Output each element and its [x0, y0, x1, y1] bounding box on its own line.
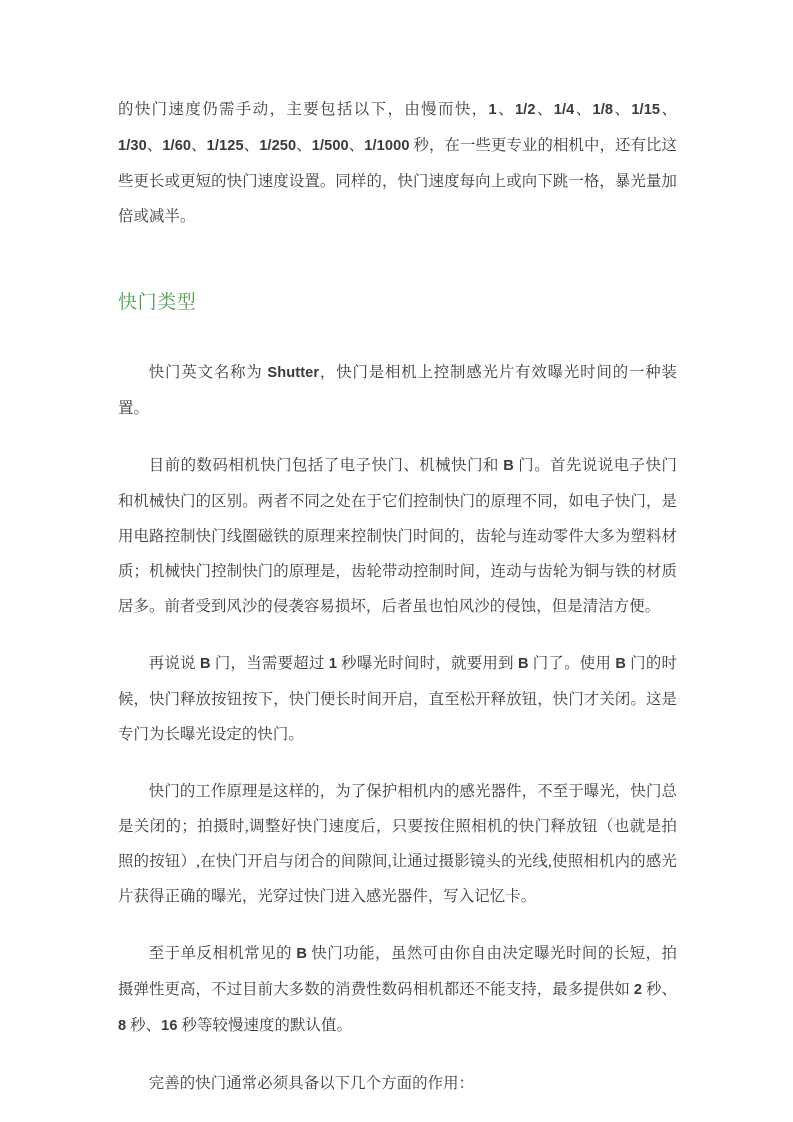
document-content-column [118, 92, 677, 1101]
paragraph-shutter-categories [118, 448, 677, 624]
latin-run: 1/30 [118, 138, 147, 154]
vertical-spacer [118, 317, 677, 355]
latin-run: Shutter [267, 365, 320, 381]
cjk-run: 秒、 [126, 1017, 162, 1034]
cjk-run: 秒等较慢速度的默认值。 [177, 1017, 352, 1034]
latin-run: B [503, 458, 514, 474]
cjk-run: 目前的数码相机快门包括了电子快门、机械快门和 [148, 457, 504, 474]
latin-run: 1/2 [514, 102, 536, 118]
cjk-run: 、 [191, 137, 207, 154]
cjk-run: 快门英文名称为 [148, 364, 268, 381]
cjk-run: 门的时候，快门释放按钮按下，快门便长时间开启，直至松开释放钮，快门才关闭。这是专门为长曝光设定的快门。 [118, 655, 678, 743]
cjk-run: 、 [613, 101, 632, 118]
paragraph-shutter-definition [118, 355, 677, 426]
paragraph-bulb-mode [118, 646, 677, 752]
paragraph-dslr-bulb-function [118, 936, 677, 1044]
cjk-run: 门。首先说说电子快门和机械快门的区别。两者不同之处在于它们控制快门的原理不同，如电子快门，是用电路控制快门线圈磁铁的原理来控制快门时间的，齿轮与连动零件大多为塑料材质；机械快门控制快门的原理是，齿轮带动控制时间，连动与齿轮为铜与铁的材质居多。前者受到风沙的侵袭容易损坏，后者虽也怕风沙的侵蚀，但是清洁方便。 [118, 457, 677, 615]
paragraph-functions-intro [118, 1066, 677, 1101]
cjk-run: 至于单反相机常见的 [148, 945, 297, 962]
cjk-run: 、 [535, 101, 554, 118]
cjk-run: ，快门是相机上控制感光片有效曝光时间的一种装置。 [118, 364, 677, 417]
cjk-run: 、 [243, 137, 260, 154]
latin-run: 1/125 [206, 138, 244, 154]
paragraph-shutter-speeds [118, 92, 677, 234]
latin-run: 1/8 [592, 102, 614, 118]
cjk-run: 秒，在一些更专业的相机中，还有比这些更长或更短的快门速度设置。同样的，快门速度每向上或向下跳一格，暴光量加倍或减半。 [118, 137, 677, 225]
cjk-run: 、 [496, 101, 515, 118]
cjk-run: 快门功能，虽然可由你自由决定曝光时间的长短，拍摄弹性更高，不过目前大多数的消费性数码相机都还不能支持，最多提供如 [118, 945, 677, 998]
latin-run: 1/60 [162, 138, 192, 154]
cjk-run: 再说说 [148, 655, 201, 672]
cjk-run: 、 [660, 101, 677, 118]
latin-run: B [296, 946, 308, 962]
latin-run: 1/500 [311, 138, 349, 154]
cjk-run: 、 [296, 137, 312, 154]
cjk-run: 秒曝光时间时，就要用到 [337, 655, 518, 672]
cjk-run: 秒、 [642, 981, 677, 998]
cjk-run: 的快门速度仍需手动，主要包括以下，由慢而快， [118, 101, 489, 118]
latin-run: 2 [633, 982, 643, 998]
cjk-run: 、 [574, 101, 593, 118]
latin-run: 1/15 [631, 102, 661, 118]
cjk-run: 门了。使用 [528, 655, 616, 672]
latin-run: 1 [488, 102, 497, 118]
cjk-run: 、 [146, 137, 163, 154]
cjk-run: 快门的工作原理是这样的，为了保护相机内的感光器件，不至于曝光，快门总是关闭的；拍摄时,调整好快门速度后，只要按住照相机的快门释放钮（也就是拍照的按钮）,在快门开启与闭合的间隙间,让通过摄影镜头的光线,使照相机内的感光片获得正确的曝光，光穿过快门进入感光器件，写入记忆卡。 [118, 783, 677, 905]
paragraph-working-principle [118, 774, 677, 914]
vertical-spacer [118, 234, 677, 289]
section-heading-shutter-types: 快门类型 [118, 292, 197, 313]
latin-run: B [200, 656, 211, 672]
cjk-run: 门，当需要超过 [210, 655, 329, 672]
latin-run: 1/4 [553, 102, 575, 118]
latin-run: B [615, 656, 626, 672]
latin-run: 1/250 [259, 138, 297, 154]
latin-run: 8 [118, 1018, 127, 1034]
latin-run: 16 [161, 1018, 178, 1034]
latin-run: B [517, 656, 529, 672]
cjk-run: 完善的快门通常必须具备以下几个方面的作用： [148, 1075, 475, 1092]
latin-run: 1/1000 [364, 138, 410, 154]
cjk-run: 、 [348, 137, 365, 154]
latin-run: 1 [328, 656, 338, 672]
